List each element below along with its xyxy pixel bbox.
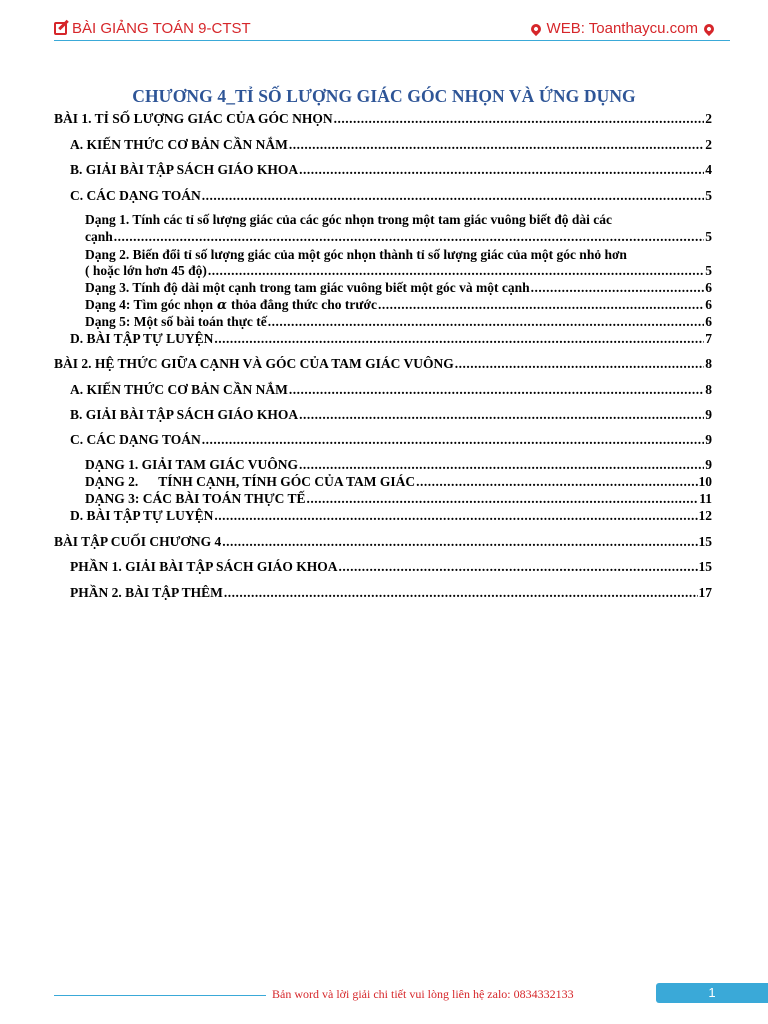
toc-page: 9: [705, 457, 712, 472]
toc-page: 5: [705, 229, 712, 244]
toc-entry[interactable]: [54, 534, 712, 550]
toc-leader: [202, 432, 704, 448]
toc-label: D. BÀI TẬP TỰ LUYỆN: [70, 508, 214, 523]
toc-label: Dạng 5: Một số bài toán thực tế: [85, 314, 267, 329]
toc-entry[interactable]: [85, 229, 712, 245]
toc-entry[interactable]: [70, 559, 712, 575]
toc-label: C. CÁC DẠNG TOÁN: [70, 188, 201, 203]
toc-page: 15: [698, 559, 712, 574]
toc-leader: [339, 559, 698, 575]
toc-label: B. GIẢI BÀI TẬP SÁCH GIÁO KHOA: [70, 162, 299, 177]
page-header: [54, 18, 730, 41]
toc-leader: [289, 137, 704, 153]
toc-label-before: Dạng 4: Tìm góc nhọn: [85, 297, 214, 312]
header-website: WEB: Toanthaycu.com: [546, 20, 698, 37]
toc-label: C. CÁC DẠNG TOÁN: [70, 432, 201, 447]
toc-leader: [334, 111, 705, 127]
toc-page: 11: [699, 491, 712, 506]
toc-entry[interactable]: [85, 297, 712, 314]
toc-label: PHẦN 1. GIẢI BÀI TẬP SÁCH GIÁO KHOA: [70, 559, 338, 574]
header-right: [529, 20, 716, 37]
toc-page: 9: [705, 407, 712, 422]
toc-page: 8: [705, 382, 712, 397]
toc-leader: [202, 188, 704, 204]
toc-label: DẠNG 3: CÁC BÀI TOÁN THỰC TẾ: [85, 491, 306, 506]
toc-label-line1: Dạng 1. Tính các tỉ số lượng giác của các góc nhọn trong một tam giác vuông biết độ dài các: [85, 212, 612, 227]
toc-entry[interactable]: [70, 188, 712, 204]
toc-page: 8: [705, 356, 712, 371]
toc-label: BÀI 2. HỆ THỨC GIỮA CẠNH VÀ GÓC CỦA TAM GIÁC VUÔNG: [54, 356, 454, 371]
toc-page: 9: [705, 432, 712, 447]
page-number: 1: [708, 985, 716, 1000]
toc-leader: [114, 229, 704, 245]
map-pin-icon: [528, 21, 542, 35]
toc-leader: [289, 382, 704, 398]
toc-label: D. BÀI TẬP TỰ LUYỆN: [70, 331, 214, 346]
toc-leader: [214, 331, 704, 347]
toc-label: A. KIẾN THỨC CƠ BẢN CẦN NẮM: [70, 137, 288, 152]
toc-leader: [531, 280, 705, 296]
toc-leader: [378, 297, 704, 313]
toc-label: B. GIẢI BÀI TẬP SÁCH GIÁO KHOA: [70, 407, 299, 422]
toc-leader: [307, 491, 699, 507]
toc-leader: [416, 474, 697, 490]
toc-entry[interactable]: [85, 491, 712, 507]
toc-label: DẠNG 1. GIẢI TAM GIÁC VUÔNG: [85, 457, 299, 472]
toc-page: 5: [705, 263, 712, 278]
toc-leader: [214, 508, 697, 524]
toc-entry[interactable]: [70, 137, 712, 153]
toc-page: 15: [698, 534, 712, 549]
toc-leader: [222, 534, 697, 550]
toc-leader: [299, 162, 704, 178]
toc-label: [85, 297, 377, 314]
toc-entry[interactable]: [85, 314, 712, 330]
toc-page: 4: [705, 162, 712, 177]
toc-leader: [208, 263, 704, 279]
toc-label: DẠNG 2. TÍNH CẠNH, TÍNH GÓC CỦA TAM GIÁC: [85, 474, 416, 489]
toc-label: PHẦN 2. BÀI TẬP THÊM: [70, 585, 223, 600]
toc-leader: [455, 356, 704, 372]
map-pin-icon: [702, 21, 716, 35]
toc-entry[interactable]: [70, 382, 712, 398]
toc-page: 6: [705, 314, 712, 329]
page-number-badge: [656, 983, 768, 1003]
toc-entry[interactable]: [85, 474, 712, 490]
toc-entry[interactable]: [85, 457, 712, 473]
header-course-title: BÀI GIẢNG TOÁN 9-CTST: [72, 20, 251, 37]
toc-label: ( hoặc lớn hơn 45 độ): [85, 263, 207, 278]
toc-page: 7: [705, 331, 712, 346]
footer-divider: [54, 995, 266, 996]
toc-leader: [299, 407, 704, 423]
footer-contact: Bản word và lời giải chi tiết vui lòng liên hệ zalo: 0834332133: [272, 987, 574, 1001]
toc-entry[interactable]: [70, 162, 712, 178]
toc-entry[interactable]: [70, 407, 712, 423]
toc-label: A. KIẾN THỨC CƠ BẢN CẦN NẮM: [70, 382, 288, 397]
edit-icon: [54, 22, 67, 35]
toc-entry[interactable]: [54, 356, 712, 372]
toc-page: 2: [705, 111, 712, 126]
toc-entry[interactable]: [70, 331, 712, 347]
toc-page: 5: [705, 188, 712, 203]
toc-label: cạnh: [85, 229, 113, 244]
toc-entry[interactable]: [85, 280, 712, 296]
toc-leader: [224, 585, 698, 601]
toc-entry[interactable]: [70, 432, 712, 448]
toc-page: 6: [705, 297, 712, 312]
toc-entry[interactable]: [70, 585, 712, 601]
toc-entry[interactable]: [70, 508, 712, 524]
toc-page: 12: [698, 508, 712, 523]
header-left: [54, 20, 251, 37]
toc-label-line1: Dạng 2. Biến đổi tỉ số lượng giác của một góc nhọn thành tỉ số lượng giác của một góc nhỏ hơn: [85, 247, 627, 262]
toc-entry[interactable]: [85, 263, 712, 279]
toc-page: 2: [705, 137, 712, 152]
toc-page: 10: [698, 474, 712, 489]
toc-leader: [299, 457, 704, 473]
toc-page: 6: [705, 280, 712, 295]
toc-label: Dạng 3. Tính độ dài một cạnh trong tam giác vuông biết một góc và một cạnh: [85, 280, 530, 295]
toc-page: 17: [698, 585, 712, 600]
alpha-symbol: α: [217, 298, 228, 313]
toc-leader: [268, 314, 705, 330]
toc-label-after: thỏa đẳng thức cho trước: [231, 297, 377, 312]
toc-label: BÀI TẬP CUỐI CHƯƠNG 4: [54, 534, 222, 549]
chapter-title: CHƯƠNG 4_TỈ SỐ LƯỢNG GIÁC GÓC NHỌN VÀ ỨNG DỤNG: [132, 86, 636, 106]
toc-entry[interactable]: [54, 111, 712, 127]
toc-label: BÀI 1. TỈ SỐ LƯỢNG GIÁC CỦA GÓC NHỌN: [54, 111, 333, 126]
